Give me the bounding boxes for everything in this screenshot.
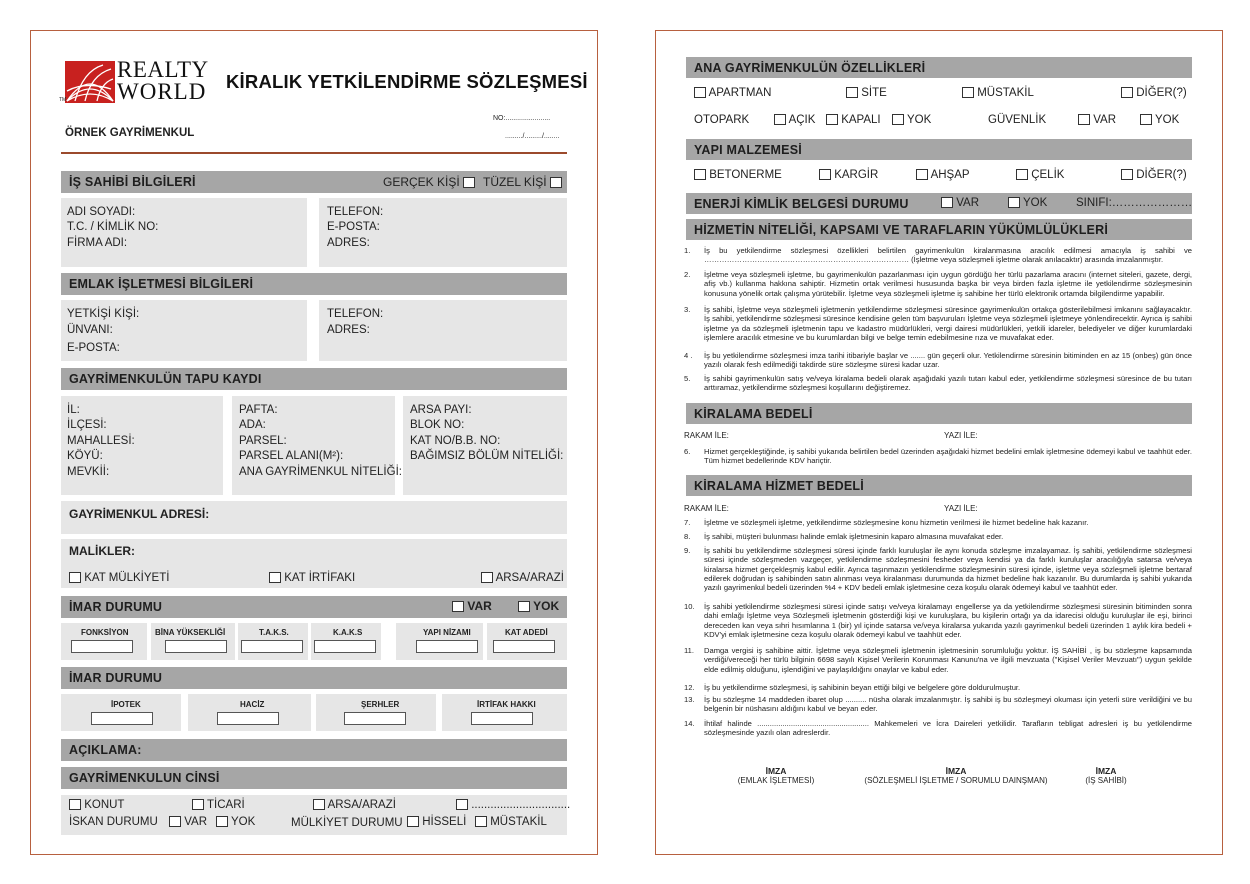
owners-opt-floor-ownership[interactable]: KAT MÜLKİYETİ [69, 572, 169, 584]
clause-6: 6. Hizmet gerçekleştiğinde, iş sahibi yukarıda belirtilen bedel üzerinden aşağıdaki hizmet bedelini emlak işletmesine ödemeyi kabul ve taahhüt eder. Tüm hizmet bedellerinde KDV hariçtir. [684, 447, 1192, 466]
shared-checkbox[interactable] [407, 816, 419, 827]
clause-number: 8. [684, 532, 691, 541]
clause-11 [684, 646, 1192, 674]
trademark-mark: TM [59, 97, 67, 103]
clause-text: İşletme veya sözleşmeli işletme, bu gayrimenkulün pazarlanması için uygun gördüğü her türlü pazarlama aracını (internet siteleri, gazete, dergi, afiş vb.) kullanma hakkına sahiptir. Hizmetin ortak verilmesi hususunda başka bir veya birden fazla işletme ile yetkilendirme sözleşmesinin konusuna yönelik ortak çalışma yürütebilir. İşletme veya sözleşmeli işletme iş sahibine her türlü elektronik ortamda bilgilendirme yapabilir. [704, 270, 1192, 298]
type-other[interactable]: ............................... [456, 799, 570, 811]
mortgage-input[interactable] [91, 712, 153, 725]
material-masonry[interactable]: KARGİR [819, 169, 878, 181]
building-order-label: YAPI NİZAMI [423, 628, 471, 637]
opt-other-feature[interactable]: DİĞER(?) [1121, 87, 1187, 99]
site-checkbox[interactable] [846, 87, 858, 98]
clause-number: 5. [684, 374, 691, 383]
type-residence[interactable]: KONUT [69, 799, 124, 811]
clause-4 [684, 351, 1192, 370]
parking-none[interactable]: YOK [892, 114, 931, 126]
clause-number: 1. [684, 246, 691, 255]
mortgage-label: İPOTEK [111, 700, 141, 709]
agency-title-label: ÜNVANI: [67, 324, 113, 336]
clause-text: İş bu yetkilendirme sözleşmesi imza tarihi itibariyle başlar ve ....... gün geçerli olur. Yetkilendirme süresinin bitiminden en az 15 (onbeş) gün önce yazılı olarak fesh edilmediği takdirde süre sözleşme süresi kadar uzar. [704, 351, 1192, 370]
globe-icon [65, 61, 115, 103]
deed-land-share-label: ARSA PAYI: [410, 404, 472, 416]
material-concrete[interactable]: BETONERME [694, 169, 782, 181]
occupancy-label: İSKAN DURUMU [69, 816, 158, 828]
deed-locality-label: MEVKİİ: [67, 466, 110, 478]
owner-company-label: FİRMA ADI: [67, 237, 128, 249]
occupancy-no-checkbox[interactable] [216, 816, 228, 827]
deed-parcel-label: PARSEL: [239, 435, 287, 447]
ownership-label: MÜLKİYET DURUMU [291, 817, 403, 829]
opt-detached[interactable]: MÜSTAKİL [962, 87, 1034, 99]
deed-sheet-label: PAFTA: [239, 404, 278, 416]
security-no-checkbox[interactable] [1140, 114, 1152, 125]
clause-number: 9. [684, 546, 691, 555]
clause-text: İş sahibi yetkilendirme sözleşmesi süresi içinde satışı ve/veya kiralamayı engellerse ya da yetkilendirme sözleşmesi süresinin bitiminden sonra dahi emlağı İşletme veya Sözleşmeli işletmenin gösterdiği kişi ve kuruluşlara, bu kişilerin ortağı ya da idarecisi olduğu kuruluşlar ile eşi, birinci dereceden kan veya sıhri hısımlarına 1 (bir) yıl içinde satarsa ve/veya kiralarsa yukarıda yazılı gayrimenkul bedeli üzerinden 1 aylık kira bedeli + KDV'yi emlak işletmesine ceza koşulu olarak ödemeyi kabul ve taahhüt eder. [704, 602, 1192, 639]
clause-text: İş sahibi bu yetkilendirme sözleşmesi süresi içinde farklı kuruluşlar ile aynı konuda sözleşme imzalayamaz. İş sahibi, yetkilendirme sözleşmesi süresi içinde sözleşmeden vazgeçer, yetkilendirme sözleşmesini fesheder veya kendisi ya da farklı kuruluşlar aracılığıyla satarsa ve/veya kiralarsa hizmet gerçekleşmiş kabul edilir. Ayrıca taşınmazın yetkilendirme sözleşmesinin süresi içinde, işletme veya sözleşmeli işletme bertaraf edilerek doğrudan iş sahibinden satın alınması veya kiralanması durumunda da hizmet bedeline hak kazanılır. Bu durumlarda iş sahibi yukarıda yazılı gayrimenkul bedeli üzerinden %4 + KDV bedeli emlak işletmesine ceza koşulu olarak ödemeyi kabul ve taahhüt eder. [704, 546, 1192, 593]
material-steel[interactable]: ÇELİK [1016, 169, 1064, 181]
clause-10 [684, 602, 1192, 639]
clause-number: 10. [684, 602, 695, 611]
ownership-shared[interactable]: HİSSELİ [407, 816, 466, 828]
parking-open[interactable]: AÇIK [774, 114, 815, 126]
signature-title: İMZA [765, 766, 787, 776]
clause-number: 12. [684, 683, 695, 692]
floor-count-label: KAT ADEDİ [505, 628, 548, 637]
owner-info-header: İŞ SAHİBİ BİLGİLERİ [61, 171, 567, 193]
clause-13 [684, 695, 1192, 714]
clause-number: 14. [684, 719, 695, 728]
building-height-input[interactable] [165, 640, 227, 653]
signature-title: İMZA [945, 766, 967, 776]
parking-none-checkbox[interactable] [892, 114, 904, 125]
contract-page-back [655, 30, 1223, 855]
clause-text: İş bu yetkilendirme sözleşmesi özellikleri belirtilen gayrimenkulün kiralanmasına aracılık edilmesi amacıyla iş sahibi ve ……………………………………………………………………… (İşletme veya sözleşmeli işletme olarak anılacaktır) arasında imzalanmıştır. [704, 246, 1192, 265]
wood-checkbox[interactable] [916, 169, 928, 180]
deed-record-header: GAYRİMENKULÜN TAPU KAYDI [61, 368, 567, 390]
signature-party: (İŞ SAHİBİ) [1085, 776, 1127, 785]
brand-line-1: REALTY [117, 57, 209, 82]
energy-no[interactable]: YOK [1008, 197, 1047, 209]
deed-unit-quality-label: BAĞIMSIZ BÖLÜM NİTELİĞİ: [410, 450, 564, 462]
subtitle: ÖRNEK GAYRİMENKUL [65, 127, 195, 139]
taks-input[interactable] [241, 640, 303, 653]
clause-number: 3. [684, 305, 691, 314]
clause-text: İş bu sözleşme 14 maddeden ibaret olup .......... nüsha olarak imzalanmıştır. İş sahibi iş bu sözleşmeyi okuması için yeterli süre verildiğini ve bu belgenin bir nüshasını aldığını kabul ve beyan eder. [704, 695, 1192, 714]
clause-9 [684, 546, 1192, 592]
real-person-checkbox[interactable] [463, 177, 475, 188]
type-land[interactable]: ARSA/ARAZİ [313, 799, 396, 811]
building-height-label: BİNA YÜKSEKLİĞİ [155, 628, 226, 637]
detached-checkbox[interactable] [475, 816, 487, 827]
clause-number: 2. [684, 270, 691, 279]
other-material-checkbox[interactable] [1121, 169, 1133, 180]
floor-easement-checkbox[interactable] [269, 572, 281, 583]
deed-district-label: İLÇESİ: [67, 419, 107, 431]
deed-block-label: ADA: [239, 419, 266, 431]
fee-digits-label: RAKAM İLE: [684, 504, 729, 513]
masonry-checkbox[interactable] [819, 169, 831, 180]
contract-page-front [30, 30, 598, 855]
steel-checkbox[interactable] [1016, 169, 1028, 180]
owners-label: MALİKLER: [69, 544, 135, 558]
rent-words-label: YAZI İLE: [944, 431, 978, 440]
opt-site[interactable]: SİTE [846, 87, 887, 99]
service-fee-header: KİRALAMA HİZMET BEDELİ [686, 475, 1192, 496]
energy-yes-checkbox[interactable] [941, 197, 953, 208]
annotations-label: ŞERHLER [361, 700, 400, 709]
clause-number: 11. [684, 646, 694, 655]
clause-14 [684, 719, 1192, 738]
clause-text: İş bu yetkilendirme sözleşmesi, iş sahibinin beyan ettiği bilgi ve belgelere göre doldurulmuştur. [704, 683, 1021, 692]
owner-id-label: T.C. / KİMLİK NO: [67, 221, 159, 233]
clause-text: İş sahibi, İşletme veya sözleşmeli işletmenin yetkilendirme sözleşmesi süresince gayrimenkulün ortakça gösterilebilmesi imkanını sağlayacaktır. İş sahibi, yetkilendirme sözleşmesi süresince kendisine gelen tüm başvuruları İşletme veya sözleşmeli işletmeye yönlendirecektir. Ayrıca iş sahibi işletme ya da sözleşmeli işletmenin tapu ve kadastro müdürlükleri, vergi dairesi müdürlükleri, yetkili idareler, belediyeler ve diğer kurumlardaki işlemlere aracılık etmesine ve bu kurumlardan bilgi ve belge temin edebilmesine rıza ve muvafakat eder. [704, 305, 1192, 342]
signature-block-1[interactable] [721, 766, 831, 785]
material-wood[interactable]: AHŞAP [916, 169, 970, 181]
parking-closed-checkbox[interactable] [826, 114, 838, 125]
legal-person-option[interactable]: TÜZEL KİŞİ [483, 175, 562, 189]
security-label: GÜVENLİK [988, 114, 1047, 126]
deed-main-quality-label: ANA GAYRİMENKUL NİTELİĞİ: [239, 466, 402, 478]
features-header: ANA GAYRİMENKULÜN ÖZELLİKLERİ [686, 57, 1192, 78]
clause-5 [684, 374, 1192, 393]
signature-block-3[interactable] [1076, 766, 1136, 785]
encumbrance-header: İMAR DURUMU [61, 667, 567, 689]
rent-price-header: KİRALAMA BEDELİ [686, 403, 1192, 424]
building-order-input[interactable] [416, 640, 478, 653]
ownership-detached[interactable]: MÜSTAKİL [475, 816, 547, 828]
material-header: YAPI MALZEMESİ [686, 139, 1192, 160]
security-yes[interactable]: VAR [1078, 114, 1116, 126]
residence-checkbox[interactable] [69, 799, 81, 810]
scope-header: HİZMETİN NİTELİĞİ, KAPSAMI VE TARAFLARIN YÜKÜMLÜLÜKLERİ [686, 219, 1192, 240]
land-type-checkbox[interactable] [313, 799, 325, 810]
deed-village-label: KÖYÜ: [67, 450, 103, 462]
occupancy-no[interactable]: YOK [216, 816, 255, 828]
clause-number: 4 . [684, 351, 693, 360]
detached-house-checkbox[interactable] [962, 87, 974, 98]
zoning-yes-option[interactable]: VAR [452, 599, 492, 613]
security-no[interactable]: YOK [1140, 114, 1179, 126]
annotations-input[interactable] [344, 712, 406, 725]
material-other[interactable]: DİĞER(?) [1121, 169, 1187, 181]
energy-yes[interactable]: VAR [941, 197, 979, 209]
clause-text: İhtilaf halinde ..................................................... Mahkemeleri ve İcra Daireleri yetkilidir. Tarafların tebligat adresleri iş bu yetkilendirme sözleşmesinde yazılı olan adreslerdir. [704, 719, 1192, 738]
document-date: ........./........./........ [505, 133, 560, 140]
owners-opt-land[interactable]: ARSA/ARAZİ [481, 572, 564, 584]
clause-3 [684, 305, 1192, 342]
easement-input[interactable] [471, 712, 533, 725]
deed-block-no-label: BLOK NO: [410, 419, 465, 431]
security-yes-checkbox[interactable] [1078, 114, 1090, 125]
kaks-label: K.A.K.S [333, 628, 363, 637]
floor-ownership-checkbox[interactable] [69, 572, 81, 583]
zoning-yes-checkbox[interactable] [452, 601, 464, 612]
floor-count-input[interactable] [493, 640, 555, 653]
energy-class: SINIFI:………………… [1076, 197, 1193, 209]
property-type-header: GAYRİMENKULUN CİNSİ [61, 767, 567, 789]
zoning-header: İMAR DURUMU [61, 596, 567, 618]
owner-name-label: ADI SOYADI: [67, 206, 136, 218]
deed-floor-no-label: KAT NO/B.B. NO: [410, 435, 501, 447]
function-label: FONKSİYON [81, 628, 129, 637]
signature-block-2[interactable] [846, 766, 1066, 785]
concrete-checkbox[interactable] [694, 169, 706, 180]
land-checkbox[interactable] [481, 572, 493, 583]
deed-neighborhood-label: MAHALLESİ: [67, 435, 135, 447]
opt-apartment[interactable]: APARTMAN [694, 87, 771, 99]
taks-label: T.A.K.S. [259, 628, 289, 637]
agency-email-label: E-POSTA: [67, 342, 120, 354]
document-number: NO:....................... [493, 115, 551, 122]
header-divider [61, 152, 567, 154]
occupancy-yes[interactable]: VAR [169, 816, 207, 828]
brand-line-2: WORLD [117, 79, 207, 104]
clause-8 [684, 532, 1192, 541]
clause-text: İş sahibi, müşteri bulunması halinde emlak işletmesinin kaparo almasına muvafakat eder. [704, 532, 1004, 541]
agency-info-header: EMLAK İŞLETMESİ BİLGİLERİ [61, 273, 567, 295]
easement-label: İRTİFAK HAKKI [477, 700, 536, 709]
signature-party: (SÖZLEŞMELİ İŞLETME / SORUMLU DAINŞMAN) [864, 776, 1048, 785]
owners-opt-floor-easement[interactable]: KAT İRTİFAKI [269, 572, 355, 584]
parking-closed[interactable]: KAPALI [826, 114, 881, 126]
apartment-checkbox[interactable] [694, 87, 706, 98]
clause-text: İşletme ve sözleşmeli işletme, yetkilendirme sözleşmesine konu hizmetin verilmesi ile hizmet bedeline hak kazanır. [704, 518, 1089, 527]
clause-12 [684, 683, 1192, 692]
property-address-label: GAYRİMENKUL ADRESİ: [69, 507, 210, 521]
notes-header: AÇIKLAMA: [61, 739, 567, 761]
kaks-input[interactable] [314, 640, 376, 653]
owner-email-label: E-POSTA: [327, 221, 380, 233]
clause-text: İş sahibi gayrimenkulün satış ve/veya kiralama bedeli olarak aşağıdaki yazılı tutarı kabul eder, yetkilendirme sözleşmesi süresince de bu tutarı arttıramaz, yetkilendirme sözleşmesi koşullarını değiştiremez. [704, 374, 1192, 393]
clause-2 [684, 270, 1192, 298]
parking-open-checkbox[interactable] [774, 114, 786, 125]
deed-parcel-area-label: PARSEL ALANI(M²): [239, 450, 344, 462]
agency-phone-label: TELEFON: [327, 308, 384, 320]
clause-number: 7. [684, 518, 691, 527]
realty-world-logo [59, 57, 209, 105]
legal-person-checkbox[interactable] [550, 177, 562, 188]
fee-words-label: YAZI İLE: [944, 504, 978, 513]
real-person-option[interactable]: GERÇEK KİŞİ [383, 175, 475, 189]
other-type-checkbox[interactable] [456, 799, 468, 810]
seizure-label: HACİZ [240, 700, 265, 709]
clause-1 [684, 246, 1192, 265]
signature-party: (EMLAK İŞLETMESİ) [737, 776, 815, 785]
type-commercial[interactable]: TİCARİ [192, 799, 245, 811]
function-input[interactable] [71, 640, 133, 653]
owner-address-label: ADRES: [327, 237, 370, 249]
agency-authorized-label: YETKİŞİ KİŞİ: [67, 308, 140, 320]
clause-7 [684, 518, 1192, 527]
zoning-no-checkbox[interactable] [518, 601, 530, 612]
other-feature-checkbox[interactable] [1121, 87, 1133, 98]
zoning-no-option[interactable]: YOK [518, 599, 559, 613]
commercial-checkbox[interactable] [192, 799, 204, 810]
energy-header: ENERJİ KİMLİK BELGESİ DURUMU [686, 193, 1192, 214]
occupancy-yes-checkbox[interactable] [169, 816, 181, 827]
parking-label: OTOPARK [694, 114, 750, 126]
owner-phone-label: TELEFON: [327, 206, 384, 218]
signature-title: İMZA [1095, 766, 1117, 776]
clause-text: Damga vergisi iş sahibine aittir. İşletme veya sözleşmeli işletmenin işletmesinin sorumluluğu yoktur. İŞ SAHİBİ , iş bu sözleşme kapsamında verdiği/vereceği her türlü bilginin 6698 sayılı Kişisel Verilerin Korunması Kanunu'na ve ilgili mevzuata ("Kişisel Veriler Mevzuatı") uygun şekilde elde edilmiş olduğunu, işlendiğini ve paylaşıldığını onaylar ve kabul eder. [704, 646, 1192, 674]
rent-digits-label: RAKAM İLE: [684, 431, 729, 440]
deed-province-label: İL: [67, 404, 80, 416]
seizure-input[interactable] [217, 712, 279, 725]
page-title: KİRALIK YETKİLENDİRME SÖZLEŞMESİ [226, 71, 588, 92]
clause-number: 13. [684, 695, 695, 704]
energy-no-checkbox[interactable] [1008, 197, 1020, 208]
agency-address-label: ADRES: [327, 324, 370, 336]
